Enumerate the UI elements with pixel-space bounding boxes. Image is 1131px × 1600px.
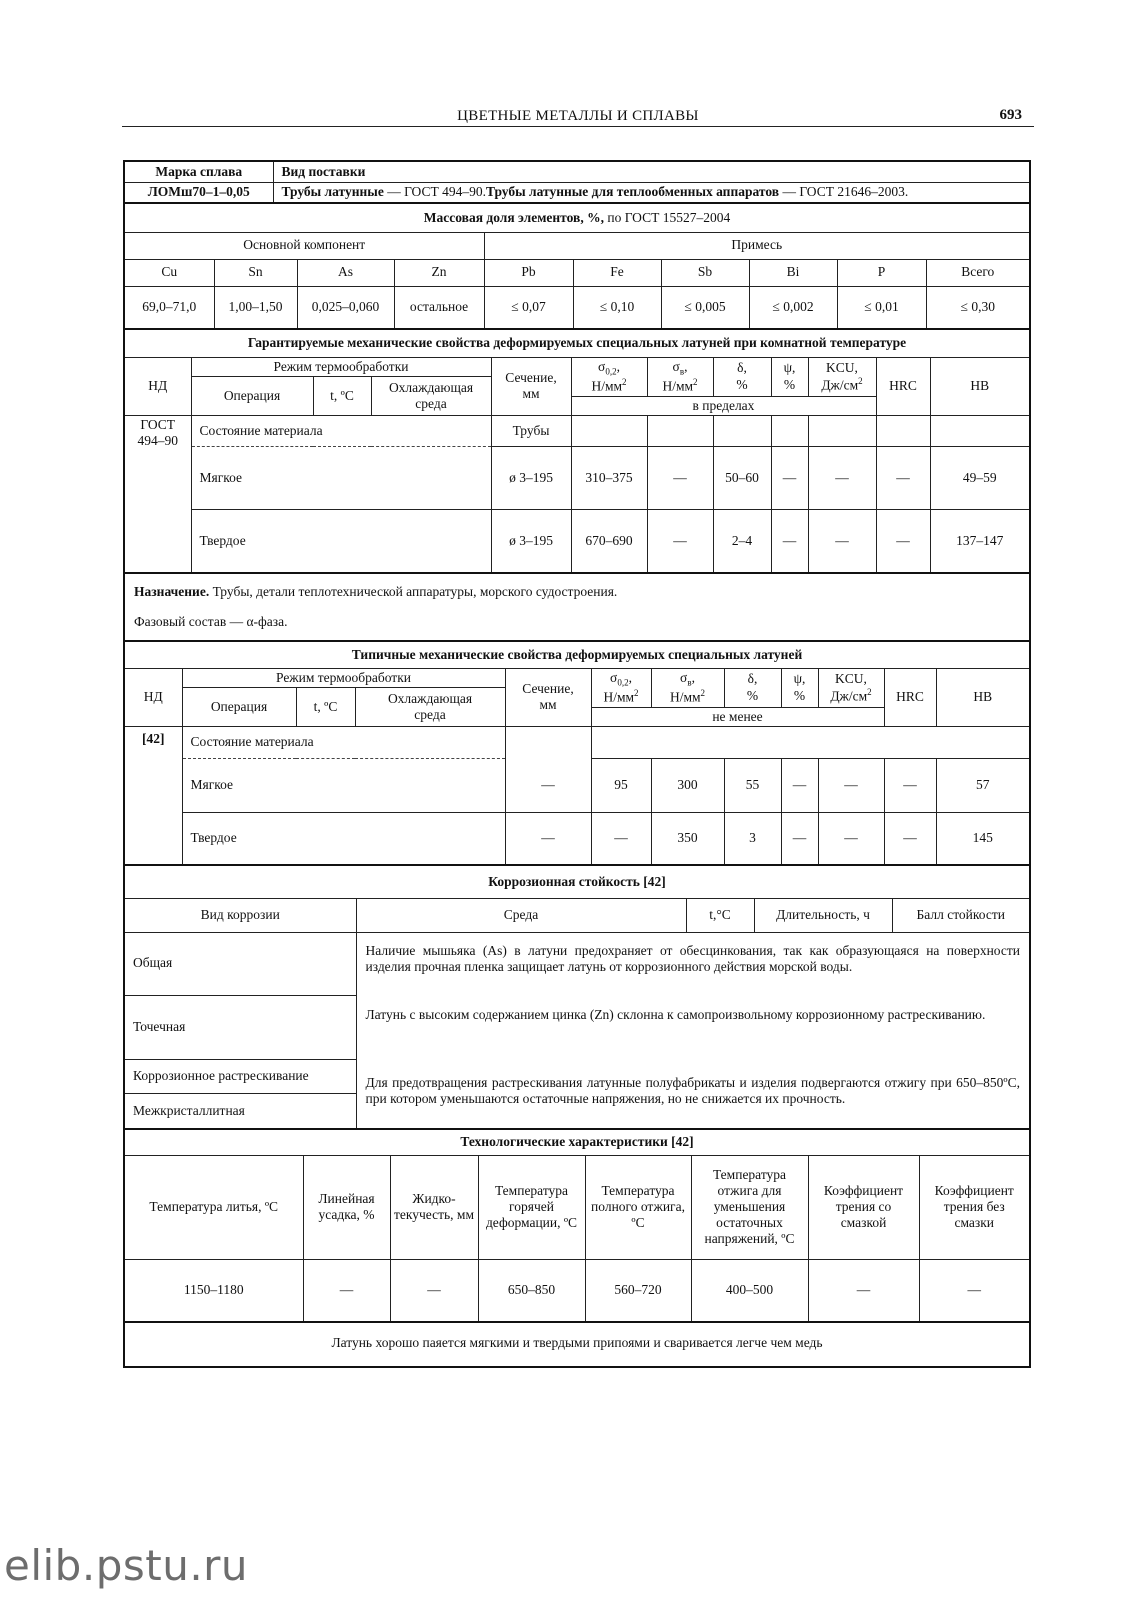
hb-header: HB — [936, 668, 1029, 726]
section-header — [491, 357, 571, 415]
element-header: Fe — [573, 259, 661, 286]
heat-treatment-header: Режим термообработки — [191, 357, 491, 376]
tech-header: Температура горячей деформации, ºC — [478, 1155, 585, 1259]
tech-title: Технологические характеристики [42] — [125, 1130, 1029, 1155]
guaranteed-title: Гарантируемые механические свойства деформируемых специальных латуней при комнатной температуре — [125, 330, 1029, 357]
yield-strength-header — [591, 668, 651, 707]
purpose-line — [134, 584, 1020, 600]
corrosion-type: Коррозионное растрескивание — [125, 1059, 356, 1093]
watermark: elib.pstu.ru — [4, 1541, 249, 1590]
state-name: Твердое — [191, 509, 491, 572]
state-name: Твердое — [182, 812, 505, 864]
material-state-label: Состояние материала — [191, 415, 491, 446]
tech-value: 400–500 — [691, 1259, 808, 1321]
kcu-value: — — [808, 509, 876, 572]
yield-value: 670–690 — [571, 509, 647, 572]
element-header: P — [837, 259, 926, 286]
unit: Н/мм — [662, 378, 694, 394]
medium-header: Среда — [356, 898, 686, 932]
cooling-medium-header — [371, 376, 491, 415]
kcu-header — [818, 668, 884, 707]
supply-gost1: — ГОСТ 494–90. — [383, 184, 486, 200]
typical-title: Типичные механические свойства деформируемых специальных латуней — [125, 642, 1029, 668]
section-header-1: Сечение, — [522, 680, 574, 696]
sigma-sub: в — [687, 677, 692, 688]
elongation-header — [713, 357, 771, 396]
section-value: — — [505, 758, 591, 812]
psi-label: ψ, — [793, 671, 806, 687]
purpose-text: Трубы, детали теплотехнической аппаратуры, морского судостроения. — [209, 584, 618, 599]
yield-strength-header — [571, 357, 647, 396]
range-label: в пределах — [571, 396, 876, 415]
comma: , — [691, 669, 695, 685]
elongation-value: 50–60 — [713, 446, 771, 509]
blank-cell — [808, 415, 876, 446]
temperature-header: t,°C — [686, 898, 754, 932]
corrosion-title: Коррозионная стойкость [42] — [125, 866, 1029, 898]
typical-props-section — [125, 640, 1029, 864]
kcu-unit: Дж/см — [830, 688, 868, 704]
main-component-label: Основной компонент — [125, 232, 484, 259]
tech-value: — — [390, 1259, 478, 1321]
element-value: 1,00–1,50 — [214, 286, 297, 328]
kcu-value: — — [818, 758, 884, 812]
unit-sup: 2 — [867, 686, 872, 697]
guaranteed-row — [125, 509, 1029, 572]
unit: Н/мм — [603, 689, 635, 705]
comma: , — [628, 669, 632, 685]
tech-header: Коэффициент трения без смазки — [919, 1155, 1029, 1259]
hb-value: 145 — [936, 812, 1029, 864]
blank-cell — [876, 415, 930, 446]
hrc-header: HRC — [884, 668, 936, 726]
nd-header: НД — [125, 668, 182, 726]
rating-header: Балл стойкости — [892, 898, 1029, 932]
tech-value: — — [303, 1259, 390, 1321]
percent: % — [736, 376, 748, 392]
blank-cell — [771, 415, 808, 446]
section-header — [505, 668, 591, 726]
tech-header: Линейная усадка, % — [303, 1155, 390, 1259]
phase-line: Фазовый состав — α-фаза. — [134, 614, 288, 629]
cooling-1: Охлаждающая — [387, 690, 473, 706]
cooling-medium-header — [355, 687, 505, 726]
unit-sup: 2 — [858, 375, 863, 386]
composition-title-note: по ГОСТ 15527–2004 — [603, 209, 731, 225]
unit-sup: 2 — [622, 376, 627, 387]
supply-label: Вид поставки — [273, 162, 1029, 182]
tensile-strength-header — [647, 357, 713, 396]
element-header: Всего — [926, 259, 1029, 286]
percent: % — [746, 687, 759, 703]
tech-value: — — [919, 1259, 1029, 1321]
kcu-unit: Дж/см — [821, 377, 859, 393]
running-title: ЦВЕТНЫЕ МЕТАЛЛЫ И СПЛАВЫ — [457, 108, 699, 124]
tech-header: Температура литья, ºC — [125, 1155, 303, 1259]
tech-value: 1150–1180 — [125, 1259, 303, 1321]
reduction-value: — — [771, 509, 808, 572]
psi-label: ψ, — [783, 360, 796, 376]
corrosion-header-row — [125, 898, 1029, 932]
nd-value: [42] — [125, 726, 182, 864]
corrosion-type: Межкристаллитная — [125, 1093, 356, 1128]
supply-tubes: Трубы латунные — [281, 184, 384, 200]
supply-gost2: — ГОСТ 21646–2003. — [779, 184, 909, 200]
elongation-value: 55 — [724, 758, 781, 812]
hb-header: HB — [930, 357, 1029, 415]
tensile-value: — — [647, 509, 713, 572]
blank-cell — [591, 726, 1029, 758]
typical-row — [125, 758, 1029, 812]
nd-header: НД — [125, 357, 191, 415]
section-header-2: мм — [539, 697, 557, 713]
delta-label: δ, — [747, 671, 758, 687]
tech-value: 650–850 — [478, 1259, 585, 1321]
elongation-value: 3 — [724, 812, 781, 864]
element-header: As — [297, 259, 394, 286]
element-header: Sn — [214, 259, 297, 286]
tensile-value: — — [647, 446, 713, 509]
grade-label: Марка сплава — [125, 162, 273, 182]
element-value: остальное — [394, 286, 484, 328]
percent: % — [783, 376, 796, 392]
kcu-label: KCU, — [835, 670, 867, 686]
element-value: 69,0–71,0 — [125, 286, 214, 328]
temperature-header: t, ºC — [313, 376, 371, 415]
tech-header: Коэффициент трения со смазкой — [808, 1155, 919, 1259]
min-label: не менее — [591, 707, 884, 726]
guaranteed-row — [125, 446, 1029, 509]
heat-treatment-header: Режим термообработки — [182, 668, 505, 687]
hrc-value: — — [884, 758, 936, 812]
tech-value-row — [125, 1259, 1029, 1321]
element-header-row — [125, 259, 1029, 286]
product-label: Трубы — [491, 415, 571, 446]
section-header-2: мм — [522, 386, 540, 402]
element-value: ≤ 0,01 — [837, 286, 926, 328]
tensile-strength-header — [651, 668, 724, 707]
section-value: ø 3–195 — [491, 446, 571, 509]
element-header: Bi — [749, 259, 837, 286]
nd-value: ГОСТ 494–90 — [125, 415, 191, 572]
unit-sup: 2 — [634, 687, 639, 698]
section-value: ø 3–195 — [491, 509, 571, 572]
delta-label: δ, — [737, 360, 747, 376]
grade-section — [125, 162, 1029, 202]
tensile-value: 350 — [651, 812, 724, 864]
typical-row — [125, 812, 1029, 864]
kcu-label: KCU, — [826, 359, 858, 375]
weldability-note: Латунь хорошо паяется мягкими и твердыми припоями и сваривается легче чем медь — [125, 1321, 1029, 1366]
sigma-symbol: σ — [680, 669, 688, 685]
kcu-value: — — [808, 446, 876, 509]
unit: Н/мм — [669, 689, 701, 705]
composition-section — [125, 202, 1029, 328]
sigma-symbol: σ — [672, 358, 680, 374]
yield-value: — — [591, 812, 651, 864]
element-value: ≤ 0,005 — [661, 286, 749, 328]
elongation-value: 2–4 — [713, 509, 771, 572]
element-value: ≤ 0,002 — [749, 286, 837, 328]
page-number: 693 — [999, 107, 1022, 123]
sigma-sub: 0,2 — [605, 366, 617, 377]
kcu-header — [808, 357, 876, 396]
blank-cell — [647, 415, 713, 446]
hrc-header: HRC — [876, 357, 930, 415]
hb-value: 57 — [936, 758, 1029, 812]
hrc-value: — — [884, 812, 936, 864]
supply-text — [273, 182, 1029, 202]
temperature-header: t, ºC — [296, 687, 355, 726]
sigma-symbol: σ — [610, 669, 618, 685]
tech-header: Температура полного отжига, ºC — [585, 1155, 691, 1259]
tensile-value: 300 — [651, 758, 724, 812]
purpose-label: Назначение. — [134, 584, 210, 599]
corrosion-note: Латунь с высоким содержанием цинка (Zn) склонна к самопроизвольному коррозионному растрескиванию. — [356, 995, 1029, 1059]
cooling-1: Охлаждающая — [388, 379, 474, 395]
composition-title — [125, 204, 1029, 232]
element-header: Zn — [394, 259, 484, 286]
blank-cell — [713, 415, 771, 446]
hrc-value: — — [876, 446, 930, 509]
element-value: ≤ 0,30 — [926, 286, 1029, 328]
element-value: ≤ 0,07 — [484, 286, 573, 328]
operation-header: Операция — [191, 376, 313, 415]
hb-value: 49–59 — [930, 446, 1029, 509]
yield-value: 95 — [591, 758, 651, 812]
corrosion-type: Общая — [125, 932, 356, 995]
reduction-header — [781, 668, 818, 707]
tech-value: 560–720 — [585, 1259, 691, 1321]
duration-header: Длительность, ч — [754, 898, 892, 932]
cooling-2: среда — [414, 706, 446, 722]
comma: , — [684, 358, 688, 374]
unit-sup: 2 — [693, 376, 698, 387]
corrosion-type-header: Вид коррозии — [125, 898, 356, 932]
unit: Н/мм — [591, 378, 623, 394]
state-name: Мягкое — [191, 446, 491, 509]
page-header — [122, 108, 1034, 127]
corrosion-type: Точечная — [125, 995, 356, 1059]
corrosion-section — [125, 864, 1029, 1128]
element-header: Pb — [484, 259, 573, 286]
purpose-section — [125, 572, 1029, 640]
yield-value: 310–375 — [571, 446, 647, 509]
kcu-value: — — [818, 812, 884, 864]
sigma-sub: в — [679, 366, 685, 377]
corrosion-note: Для предотвращения растрескивания латунные полуфабрикаты и изделия подвергаются отжигу при 650–850ºC, при котором уменьшаются остаточные напряжения, но не снижается их прочность. — [356, 1059, 1029, 1128]
percent: % — [793, 687, 806, 703]
guaranteed-props-section — [125, 328, 1029, 572]
alloy-card — [123, 160, 1031, 1368]
section-value: — — [505, 812, 591, 864]
tech-section — [125, 1128, 1029, 1321]
cooling-2: среда — [415, 395, 447, 411]
tech-value: — — [808, 1259, 919, 1321]
elongation-header — [724, 668, 781, 707]
state-name: Мягкое — [182, 758, 505, 812]
reduction-value: — — [781, 758, 818, 812]
blank-cell — [505, 726, 591, 758]
composition-title-main: Массовая доля элементов, %, — [423, 209, 604, 225]
tech-header-row — [125, 1155, 1029, 1259]
blank-cell — [571, 415, 647, 446]
impurity-label: Примесь — [484, 232, 1029, 259]
blank-cell — [930, 415, 1029, 446]
element-value: ≤ 0,10 — [573, 286, 661, 328]
tech-header: Температура отжига для уменьшения остаточных напряжений, ºC — [691, 1155, 808, 1259]
reduction-value: — — [781, 812, 818, 864]
sigma-sub: 0,2 — [617, 677, 629, 688]
reduction-value: — — [771, 446, 808, 509]
comma: , — [616, 358, 620, 374]
sigma-symbol: σ — [598, 358, 606, 374]
element-header: Cu — [125, 259, 214, 286]
hb-value: 137–147 — [930, 509, 1029, 572]
element-value: 0,025–0,060 — [297, 286, 394, 328]
material-state-label: Состояние материала — [182, 726, 505, 758]
supply-heat-tubes: Трубы латунные для теплообменных аппаратов — [485, 184, 780, 200]
tech-header: Жидко-текучесть, мм — [390, 1155, 478, 1259]
grade-value: ЛОМш70–1–0,05 — [125, 182, 273, 202]
corrosion-note: Наличие мышьяка (As) в латуни предохраняет от обесцинкования, так как образующаяся на поверхности изделия прочная пленка защищает латунь от коррозионного действия морской воды. — [356, 932, 1029, 995]
element-value-row — [125, 286, 1029, 328]
section-header-1: Сечение, — [505, 369, 557, 385]
reduction-header — [771, 357, 808, 396]
unit-sup: 2 — [700, 687, 706, 698]
element-header: Sb — [661, 259, 749, 286]
operation-header: Операция — [182, 687, 296, 726]
hrc-value: — — [876, 509, 930, 572]
